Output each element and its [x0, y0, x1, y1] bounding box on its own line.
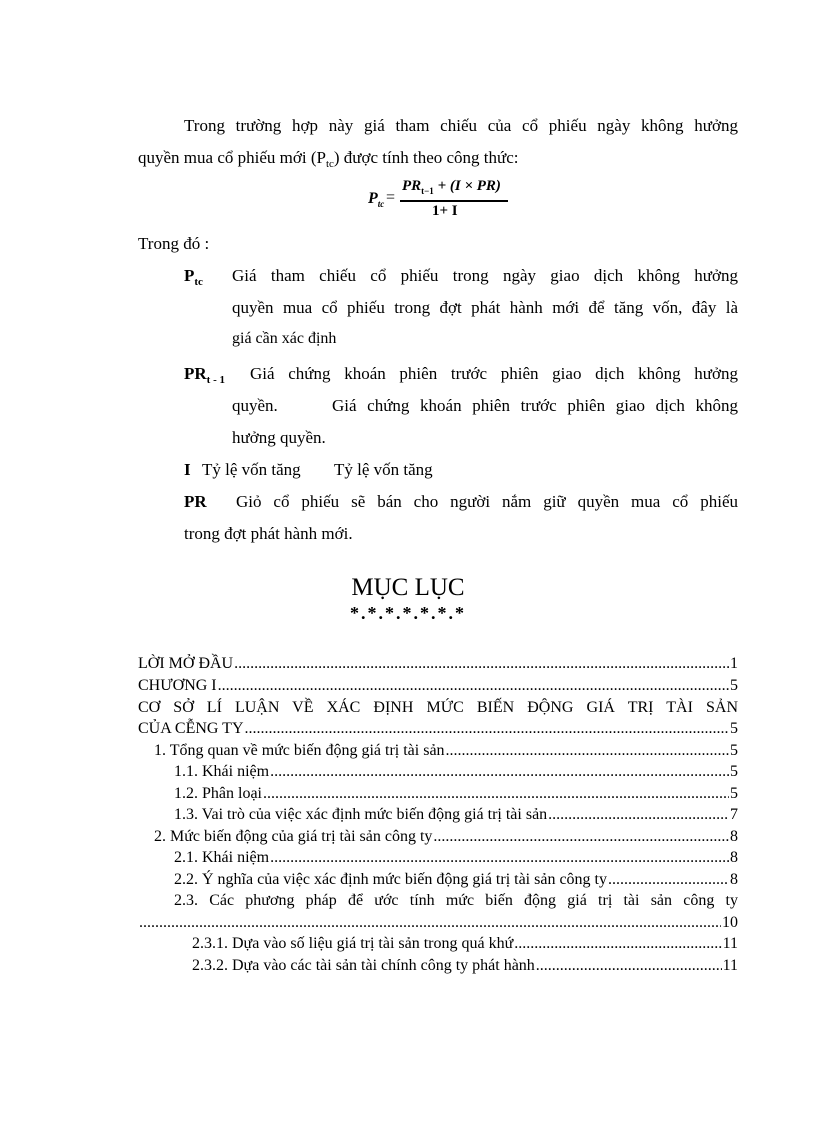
toc-entry[interactable]: CHƯƠNG I ..... 5	[138, 676, 738, 696]
def-pr-line-2b: Giá chứng khoán phiên trước phiên giao dịch không	[332, 396, 738, 415]
paragraph-line-2-text: quyền mua cổ phiếu mới (P	[138, 148, 326, 167]
def-i-text-a: Tỷ lệ vốn tăng	[202, 460, 301, 479]
def-ptc-line-2: quyền mua cổ phiếu trong đợt phát hành mới để tăng vốn, đây là	[232, 298, 738, 317]
trong-do-label: Trong đó :	[138, 234, 210, 253]
def-pr2-line-1: Giỏ cổ phiếu sẽ bán cho người nắm giữ quyền mua cổ phiếu	[236, 492, 738, 511]
def-pr-term: $PR_{t - 1}$	[184, 364, 225, 386]
paragraph-line-2-text-end: ) được tính theo công thức:	[333, 148, 519, 167]
formula-numerator: $PR_{t-1} + (I \times PR)$	[402, 178, 501, 196]
def-pr-line-2a: quyền.	[232, 396, 278, 415]
def-pr2-line-2: trong đợt phát hành mới.	[184, 524, 353, 543]
toc-entry[interactable]: 1. Tổng quan về mức biến động giá trị tài sản ..... 5	[154, 741, 738, 761]
formula-fraction-bar	[400, 200, 508, 202]
toc-entry[interactable]: CƠ SỞ LÍ LUẬN VỀ XÁC ĐỊNH MỨC BIẾN ĐỘNG GIÁ TRỊ TÀI SẢN	[138, 699, 738, 716]
def-i-term: I	[184, 460, 191, 479]
toc-entry[interactable]: 1.3. Vai trò của việc xác định mức biến động giá trị tài sản ..... 7	[174, 805, 738, 825]
paragraph-line-1: Trong trường hợp này giá tham chiếu của cổ phiếu ngày không hưởng	[184, 116, 738, 135]
toc-entry[interactable]: 2. Mức biến động của giá trị tài sản công ty ..... 8	[154, 827, 738, 847]
toc-entry[interactable]: 2.1. Khái niệm ..... 8	[174, 848, 738, 868]
formula-lhs: $P_{tc}$	[368, 190, 385, 210]
toc-entry[interactable]: 2.3.2. Dựa vào các tài sản tài chính công ty phát hành ..... 11	[192, 956, 738, 976]
toc-entry[interactable]: CỦA CỄNG TY ..... 5	[138, 719, 738, 739]
def-ptc-line-3: giá cần xác định	[232, 330, 337, 347]
formula-equals: =	[386, 189, 396, 206]
def-ptc-line-1: Giá tham chiếu cổ phiếu trong ngày giao dịch không hưởng	[232, 266, 738, 285]
def-pr-line-1: Giá chứng khoán phiên trước phiên giao dịch không hưởng	[250, 364, 738, 383]
toc-entry-continuation[interactable]: ..... 10	[138, 913, 738, 933]
def-ptc-term: $P_{tc}$	[184, 266, 203, 288]
toc-entry[interactable]: 2.2. Ý nghĩa của việc xác định mức biến động giá trị tài sản công ty ..... 8	[174, 870, 738, 890]
toc-entry[interactable]: 2.3. Các phương pháp để ước tính mức biến động giá trị tài sản công ty	[174, 892, 738, 909]
paragraph-line-2	[138, 148, 519, 170]
toc-entry[interactable]: 2.3.1. Dựa vào số liệu giá trị tài sản trong quá khứ ..... 11	[192, 934, 738, 954]
formula-denominator: 1+ I	[432, 203, 458, 219]
toc-entry[interactable]: 1.1. Khái niệm ..... 5	[174, 762, 738, 782]
toc-entry[interactable]: 1.2. Phân loại ..... 5	[174, 784, 738, 804]
toc-title: MỤC LỤC	[351, 574, 465, 601]
def-pr-line-3: hưởng quyền.	[232, 428, 326, 447]
def-i-text-b: Tỷ lệ vốn tăng	[334, 460, 433, 479]
toc-stars: *.*.*.*.*.*.*	[350, 603, 466, 623]
def-pr2-term: PR	[184, 492, 207, 511]
formula	[362, 176, 512, 224]
paragraph-line-2-subscript: tc	[325, 158, 334, 170]
toc-entry[interactable]: LỜI MỞ ĐẦU ..... 1	[138, 654, 738, 674]
